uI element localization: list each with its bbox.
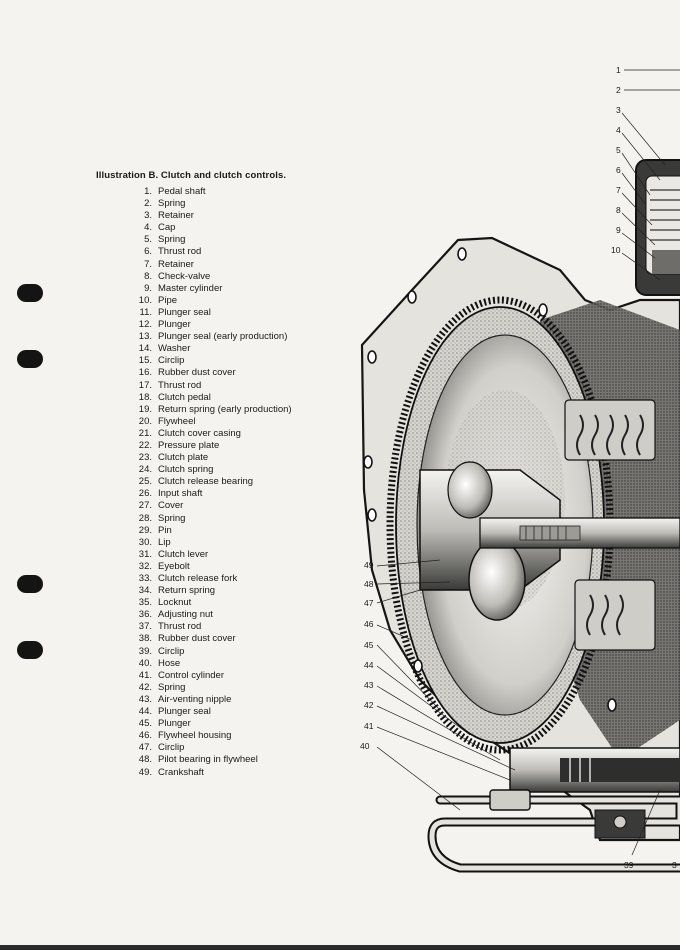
- part-label: Circlip: [158, 355, 185, 367]
- part-label: Thrust rod: [158, 246, 202, 258]
- part-label: Master cylinder: [158, 282, 223, 294]
- part-label: Flywheel: [158, 415, 196, 427]
- part-number: 6.: [144, 246, 152, 258]
- part-label: Return spring: [158, 585, 216, 597]
- part-label: Clutch pedal: [158, 391, 211, 403]
- part-number: 46.: [138, 730, 152, 742]
- part-number: 1.: [144, 186, 152, 197]
- part-label: Spring: [158, 681, 186, 693]
- callout-49: 49: [364, 560, 374, 570]
- part-number: 10.: [138, 294, 152, 306]
- illustration-title: Illustration B. Clutch and clutch controls.: [96, 170, 287, 181]
- part-number: 12.: [138, 319, 152, 331]
- part-label: Rubber dust cover: [158, 367, 236, 379]
- callout-9: 9: [616, 225, 621, 235]
- callout-7: 7: [616, 185, 621, 195]
- part-number: 30.: [138, 536, 152, 548]
- part-number: 15.: [138, 355, 152, 367]
- part-number: 34.: [138, 585, 152, 597]
- part-label: Thrust rod: [158, 379, 202, 391]
- part-label: Clutch cover casing: [158, 427, 241, 439]
- part-number: 19.: [138, 403, 152, 415]
- part-number: 43.: [138, 693, 152, 705]
- part-label: Spring: [158, 234, 186, 246]
- part-number: 26.: [138, 488, 152, 500]
- part-number: 38.: [138, 633, 152, 645]
- part-label: Hose: [158, 657, 181, 669]
- part-number: 39.: [138, 645, 152, 657]
- callout-6: 6: [616, 165, 621, 175]
- part-label: Spring: [158, 198, 186, 210]
- part-label: Plunger seal: [158, 706, 211, 718]
- callout-8: 8: [616, 205, 621, 215]
- part-number: 16.: [138, 367, 152, 379]
- part-label: Thrust rod: [158, 621, 202, 633]
- part-label: Circlip: [158, 742, 185, 754]
- callout-41: 41: [364, 721, 374, 731]
- part-label: Control cylinder: [158, 669, 224, 681]
- part-number: 2.: [144, 198, 152, 210]
- part-number: 28.: [138, 512, 152, 524]
- part-number: 44.: [138, 706, 152, 718]
- callout-4: 4: [616, 125, 621, 135]
- part-number: 17.: [138, 379, 152, 391]
- callout-2: 2: [616, 85, 621, 95]
- part-label: Circlip: [158, 645, 185, 657]
- callout-39: 39: [624, 860, 634, 870]
- part-label: Adjusting nut: [158, 609, 213, 621]
- part-number: 47.: [138, 742, 152, 754]
- part-label: Check-valve: [158, 270, 211, 282]
- part-number: 21.: [138, 427, 152, 439]
- part-number: 5.: [144, 234, 152, 246]
- callout-48: 48: [364, 579, 374, 589]
- part-label: Lip: [158, 536, 171, 548]
- part-number: 33.: [138, 573, 152, 584]
- part-label: Clutch release bearing: [158, 476, 254, 488]
- callout-45: 45: [364, 640, 374, 650]
- page-bottom-edge: [0, 945, 680, 950]
- part-label: Plunger: [158, 319, 191, 331]
- part-label: Rubber dust cover: [158, 633, 236, 645]
- part-number: 22.: [138, 439, 152, 451]
- part-label: Pilot bearing in flywheel: [158, 754, 258, 766]
- part-number: 24.: [138, 464, 152, 476]
- part-number: 13.: [138, 331, 152, 343]
- part-number: 29.: [138, 524, 152, 536]
- part-number: 45.: [138, 718, 152, 730]
- callout-43: 43: [364, 680, 374, 690]
- part-label: Retainer: [158, 210, 194, 222]
- part-number: 31.: [138, 548, 152, 560]
- part-label: Pedal shaft: [158, 186, 206, 197]
- part-label: Air-venting nipple: [158, 693, 232, 705]
- part-label: Input shaft: [158, 488, 203, 500]
- part-label: Plunger seal: [158, 306, 211, 318]
- part-number: 11.: [139, 306, 152, 318]
- part-label: Spring: [158, 512, 186, 524]
- master-cylinder-group: [636, 160, 680, 295]
- part-label: Clutch lever: [158, 548, 209, 560]
- part-label: Return spring (early production): [158, 403, 292, 415]
- part-label: Washer: [158, 343, 191, 355]
- callout-3-bottom: 3: [672, 860, 677, 870]
- part-label: Eyebolt: [158, 560, 190, 572]
- part-number: 14.: [138, 343, 152, 355]
- callout-40: 40: [360, 741, 370, 751]
- part-label: Flywheel housing: [158, 730, 232, 742]
- callout-3: 3: [616, 105, 621, 115]
- part-label: Cap: [158, 222, 176, 234]
- callout-1: 1: [616, 65, 621, 75]
- part-label: Retainer: [158, 258, 194, 270]
- part-number: 48.: [138, 754, 152, 766]
- part-label: Pin: [158, 524, 172, 536]
- part-label: Plunger seal (early production): [158, 331, 288, 343]
- part-number: 25.: [138, 476, 152, 488]
- part-label: Plunger: [158, 718, 191, 730]
- part-number: 41.: [138, 669, 152, 681]
- part-number: 4.: [144, 222, 152, 234]
- callout-46: 46: [364, 619, 374, 629]
- callout-44: 44: [364, 660, 374, 670]
- part-number: 37.: [138, 621, 152, 633]
- part-number: 20.: [138, 415, 152, 427]
- part-number: 27.: [138, 500, 152, 512]
- part-label: Crankshaft: [158, 766, 204, 778]
- callout-42: 42: [364, 700, 374, 710]
- part-label: Clutch plate: [158, 452, 209, 464]
- part-number: 49.: [138, 766, 152, 778]
- part-number: 8.: [144, 270, 152, 282]
- part-label: Pipe: [158, 294, 178, 306]
- part-label: Clutch release fork: [158, 573, 238, 584]
- callout-47: 47: [364, 598, 374, 608]
- part-label: Locknut: [158, 597, 192, 609]
- callout-10: 10: [611, 245, 621, 255]
- part-number: 3.: [144, 210, 152, 222]
- part-number: 36.: [138, 609, 152, 621]
- part-number: 23.: [138, 452, 152, 464]
- callout-5: 5: [616, 145, 621, 155]
- part-label: Clutch spring: [158, 464, 214, 476]
- part-number: 9.: [144, 282, 152, 294]
- part-number: 35.: [138, 597, 152, 609]
- part-number: 7.: [144, 258, 152, 270]
- part-label: Pressure plate: [158, 439, 220, 451]
- part-number: 42.: [138, 681, 152, 693]
- part-number: 18.: [138, 391, 152, 403]
- part-number: 40.: [138, 657, 152, 669]
- part-label: Cover: [158, 500, 184, 512]
- part-number: 32.: [138, 560, 152, 572]
